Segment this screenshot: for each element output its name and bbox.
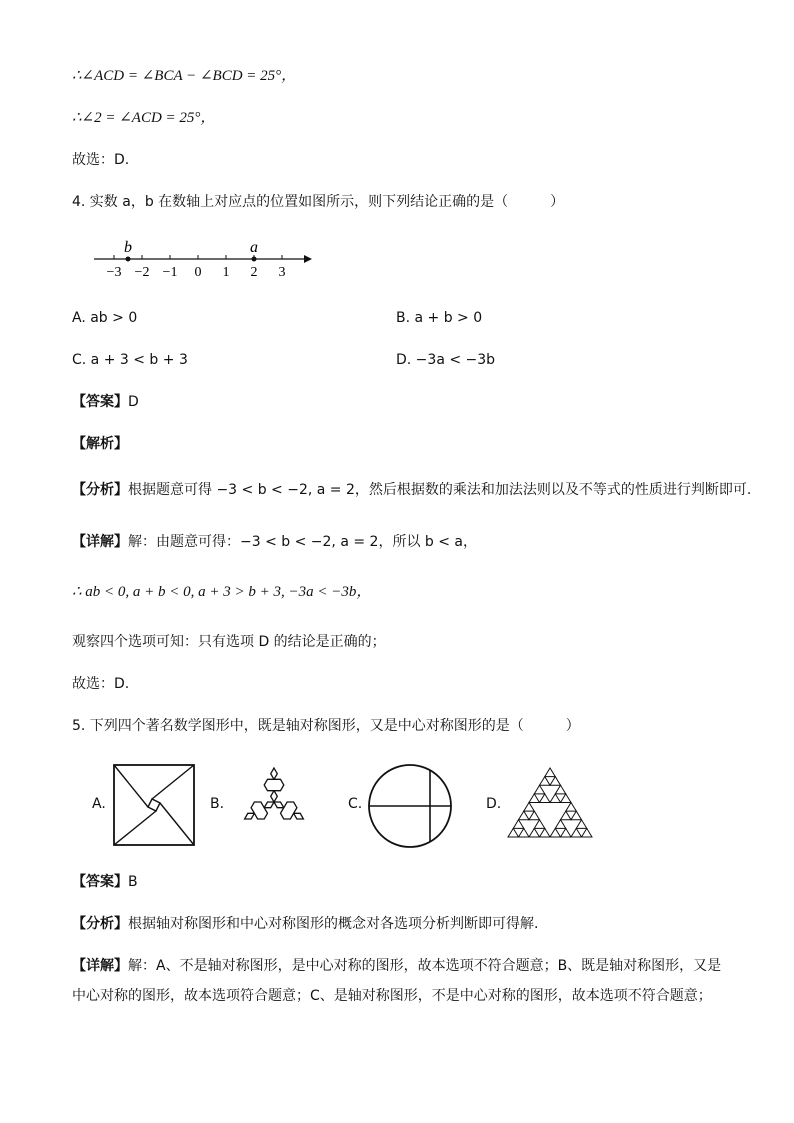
point-a-label: a <box>250 239 258 256</box>
figure-d-sierpinski-triangle <box>506 766 594 840</box>
q5-label-c: C. <box>348 796 363 812</box>
proof-line-1: ∴∠ACD = ∠BCA − ∠BCD = 25°， <box>72 68 297 84</box>
tick-label: −1 <box>162 265 178 280</box>
tick-label: 2 <box>250 265 258 280</box>
choose-line-q3: 故选：D. <box>72 152 130 168</box>
figure-a-pinwheel-square <box>112 763 196 847</box>
q5-label-d: D. <box>486 796 502 812</box>
tick-label: 3 <box>278 265 286 280</box>
q5-label-b: B. <box>210 796 225 812</box>
q4-option-c: C. a + 3 < b + 3 <box>72 352 188 368</box>
q4-option-d: D. −3a < −3b <box>396 352 496 368</box>
q4-option-b: B. a + b > 0 <box>396 310 483 326</box>
number-line-figure <box>88 232 318 288</box>
q4-answer: 【答案】D <box>72 394 139 410</box>
tick-label: 1 <box>222 265 230 280</box>
q5-fenxi: 【分析】根据轴对称图形和中心对称图形的概念对各选项分析判断即可得解. <box>72 916 539 932</box>
q5-answer: 【答案】B <box>72 874 138 890</box>
q4-option-a: A. ab > 0 <box>72 310 138 326</box>
figure-b-koch-snowflake <box>226 754 322 850</box>
question-4: 4. 实数 a，b 在数轴上对应点的位置如图所示，则下列结论正确的是（ ） <box>72 194 565 210</box>
point-b <box>126 257 131 262</box>
point-a <box>252 257 257 262</box>
q4-choose: 故选：D. <box>72 676 130 692</box>
number-line-arrow-icon <box>304 255 312 263</box>
q5-xiangjie-1: 【详解】解：A、不是轴对称图形，是中心对称的图形，故本选项不符合题意；B、既是轴对称图形，又是 <box>72 958 722 974</box>
tick-label: −2 <box>134 265 150 280</box>
tick-label: 0 <box>194 265 202 280</box>
proof-line-2: ∴∠2 = ∠ACD = 25°， <box>72 110 216 126</box>
q4-fenxi: 【分析】根据题意可得 −3 < b < −2, a = 2，然后根据数的乘法和加法法则以及不等式的性质进行判断即可. <box>72 482 752 498</box>
question-5: 5. 下列四个著名数学图形中，既是轴对称图形，又是中心对称图形的是（ ） <box>72 718 580 734</box>
q5-label-a: A. <box>92 796 106 812</box>
q4-xiangjie: 【详解】解：由题意可得：−3 < b < −2, a = 2，所以 b < a， <box>72 534 477 550</box>
q4-observe: 观察四个选项可知：只有选项 D 的结论是正确的； <box>72 634 386 650</box>
q4-therefore: ∴ ab < 0, a + b < 0, a + 3 > b + 3, −3a < −3b， <box>72 584 372 600</box>
point-b-label: b <box>124 239 132 256</box>
figure-c-divided-circle <box>366 762 454 850</box>
tick-label: −3 <box>106 265 122 280</box>
q4-jiexi: 【解析】 <box>72 436 128 452</box>
q5-xiangjie-2: 中心对称的图形，故本选项符合题意；C、是轴对称图形，不是中心对称的图形，故本选项不符合题意； <box>72 988 712 1004</box>
